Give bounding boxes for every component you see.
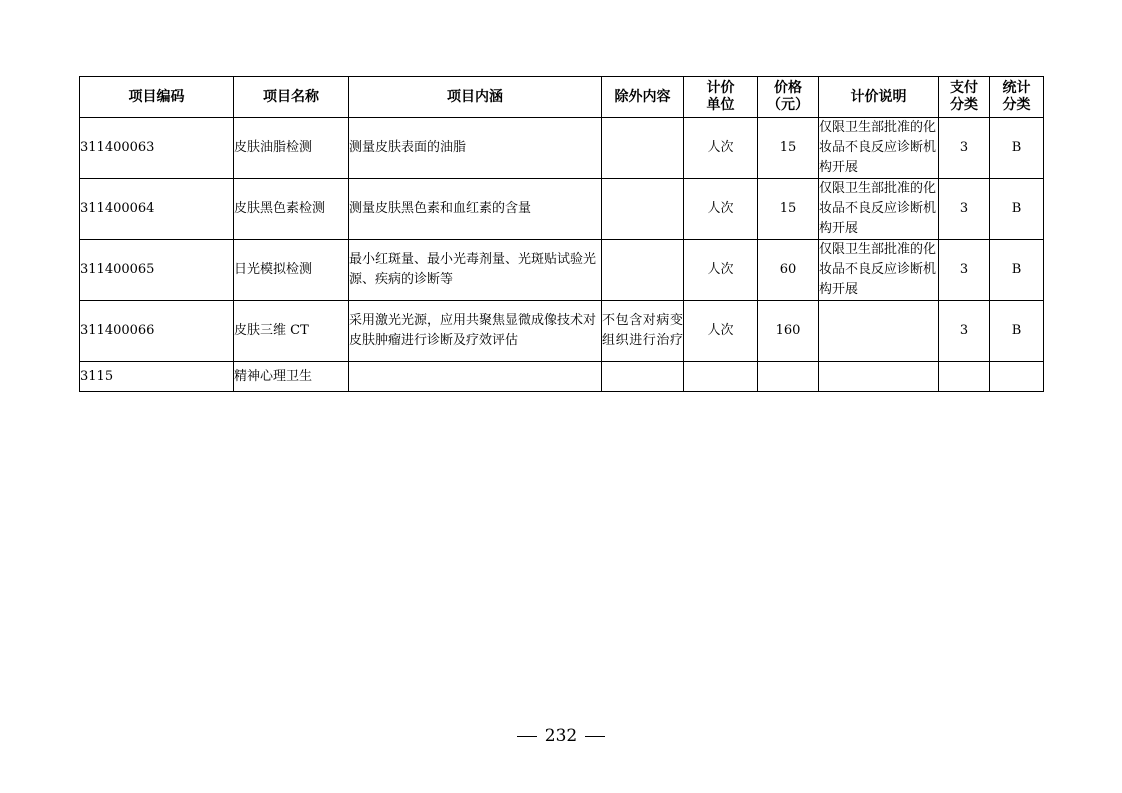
header-price [758, 77, 819, 118]
right-dash [585, 736, 605, 737]
section-code: 3115 [80, 362, 234, 392]
header-name: 项目名称 [234, 77, 349, 118]
header-row [80, 77, 1044, 118]
cell-note [819, 301, 939, 362]
header-unit [684, 77, 758, 118]
table-header [80, 77, 1044, 118]
cell-price: 15 [758, 118, 819, 179]
empty-cell [939, 362, 990, 392]
cell-pay: 3 [939, 240, 990, 301]
cell-code: 311400066 [80, 301, 234, 362]
table-body [80, 118, 1044, 392]
section-row [80, 362, 1044, 392]
cell-code: 311400064 [80, 179, 234, 240]
header-code: 项目编码 [80, 77, 234, 118]
cell-price: 15 [758, 179, 819, 240]
cell-exclusion: 不包含对病变组织进行治疗 [602, 301, 684, 362]
header-unit-line1: 计价 [706, 80, 735, 96]
page-footer [0, 726, 1122, 746]
table-row [80, 301, 1044, 362]
cell-unit: 人次 [684, 179, 758, 240]
cell-stat: B [990, 118, 1044, 179]
header-pay-line2: 分类 [950, 97, 978, 113]
empty-cell [990, 362, 1044, 392]
cell-content: 最小红斑量、最小光毒剂量、光斑贴试验光源、疾病的诊断等 [349, 240, 602, 301]
header-pay-line1: 支付 [950, 80, 978, 96]
cell-price: 60 [758, 240, 819, 301]
header-exclusion: 除外内容 [602, 77, 684, 118]
cell-unit: 人次 [684, 118, 758, 179]
cell-content: 测量皮肤黑色素和血红素的含量 [349, 179, 602, 240]
cell-name: 日光模拟检测 [234, 240, 349, 301]
cell-name: 皮肤黑色素检测 [234, 179, 349, 240]
cell-pay: 3 [939, 118, 990, 179]
table-row [80, 118, 1044, 179]
header-price-line2: （元） [767, 97, 809, 113]
cell-stat: B [990, 179, 1044, 240]
header-content: 项目内涵 [349, 77, 602, 118]
cell-content: 采用激光光源，应用共聚焦显微成像技术对皮肤肿瘤进行诊断及疗效评估 [349, 301, 602, 362]
cell-exclusion [602, 179, 684, 240]
header-stat-line1: 统计 [1002, 80, 1031, 96]
cell-code: 311400063 [80, 118, 234, 179]
cell-pay: 3 [939, 179, 990, 240]
empty-cell [684, 362, 758, 392]
cell-exclusion [602, 118, 684, 179]
cell-content: 测量皮肤表面的油脂 [349, 118, 602, 179]
table-row [80, 179, 1044, 240]
cell-note: 仅限卫生部批准的化妆品不良反应诊断机构开展 [819, 118, 939, 179]
cell-name: 皮肤三维 CT [234, 301, 349, 362]
header-stat-line2: 分类 [1002, 97, 1031, 113]
cell-exclusion [602, 240, 684, 301]
empty-cell [758, 362, 819, 392]
header-stat [990, 77, 1044, 118]
cell-note: 仅限卫生部批准的化妆品不良反应诊断机构开展 [819, 179, 939, 240]
cell-note: 仅限卫生部批准的化妆品不良反应诊断机构开展 [819, 240, 939, 301]
cell-stat: B [990, 301, 1044, 362]
header-unit-line2: 单位 [706, 97, 735, 113]
header-note: 计价说明 [819, 77, 939, 118]
empty-cell [349, 362, 602, 392]
header-price-line1: 价格 [774, 80, 802, 96]
cell-code: 311400065 [80, 240, 234, 301]
header-pay [939, 77, 990, 118]
pricing-table [79, 76, 1044, 392]
cell-unit: 人次 [684, 240, 758, 301]
empty-cell [819, 362, 939, 392]
table-row [80, 240, 1044, 301]
left-dash [517, 736, 537, 737]
cell-price: 160 [758, 301, 819, 362]
cell-name: 皮肤油脂检测 [234, 118, 349, 179]
cell-unit: 人次 [684, 301, 758, 362]
empty-cell [602, 362, 684, 392]
cell-pay: 3 [939, 301, 990, 362]
cell-stat: B [990, 240, 1044, 301]
page-number: 232 [544, 726, 578, 746]
section-name: 精神心理卫生 [234, 362, 349, 392]
